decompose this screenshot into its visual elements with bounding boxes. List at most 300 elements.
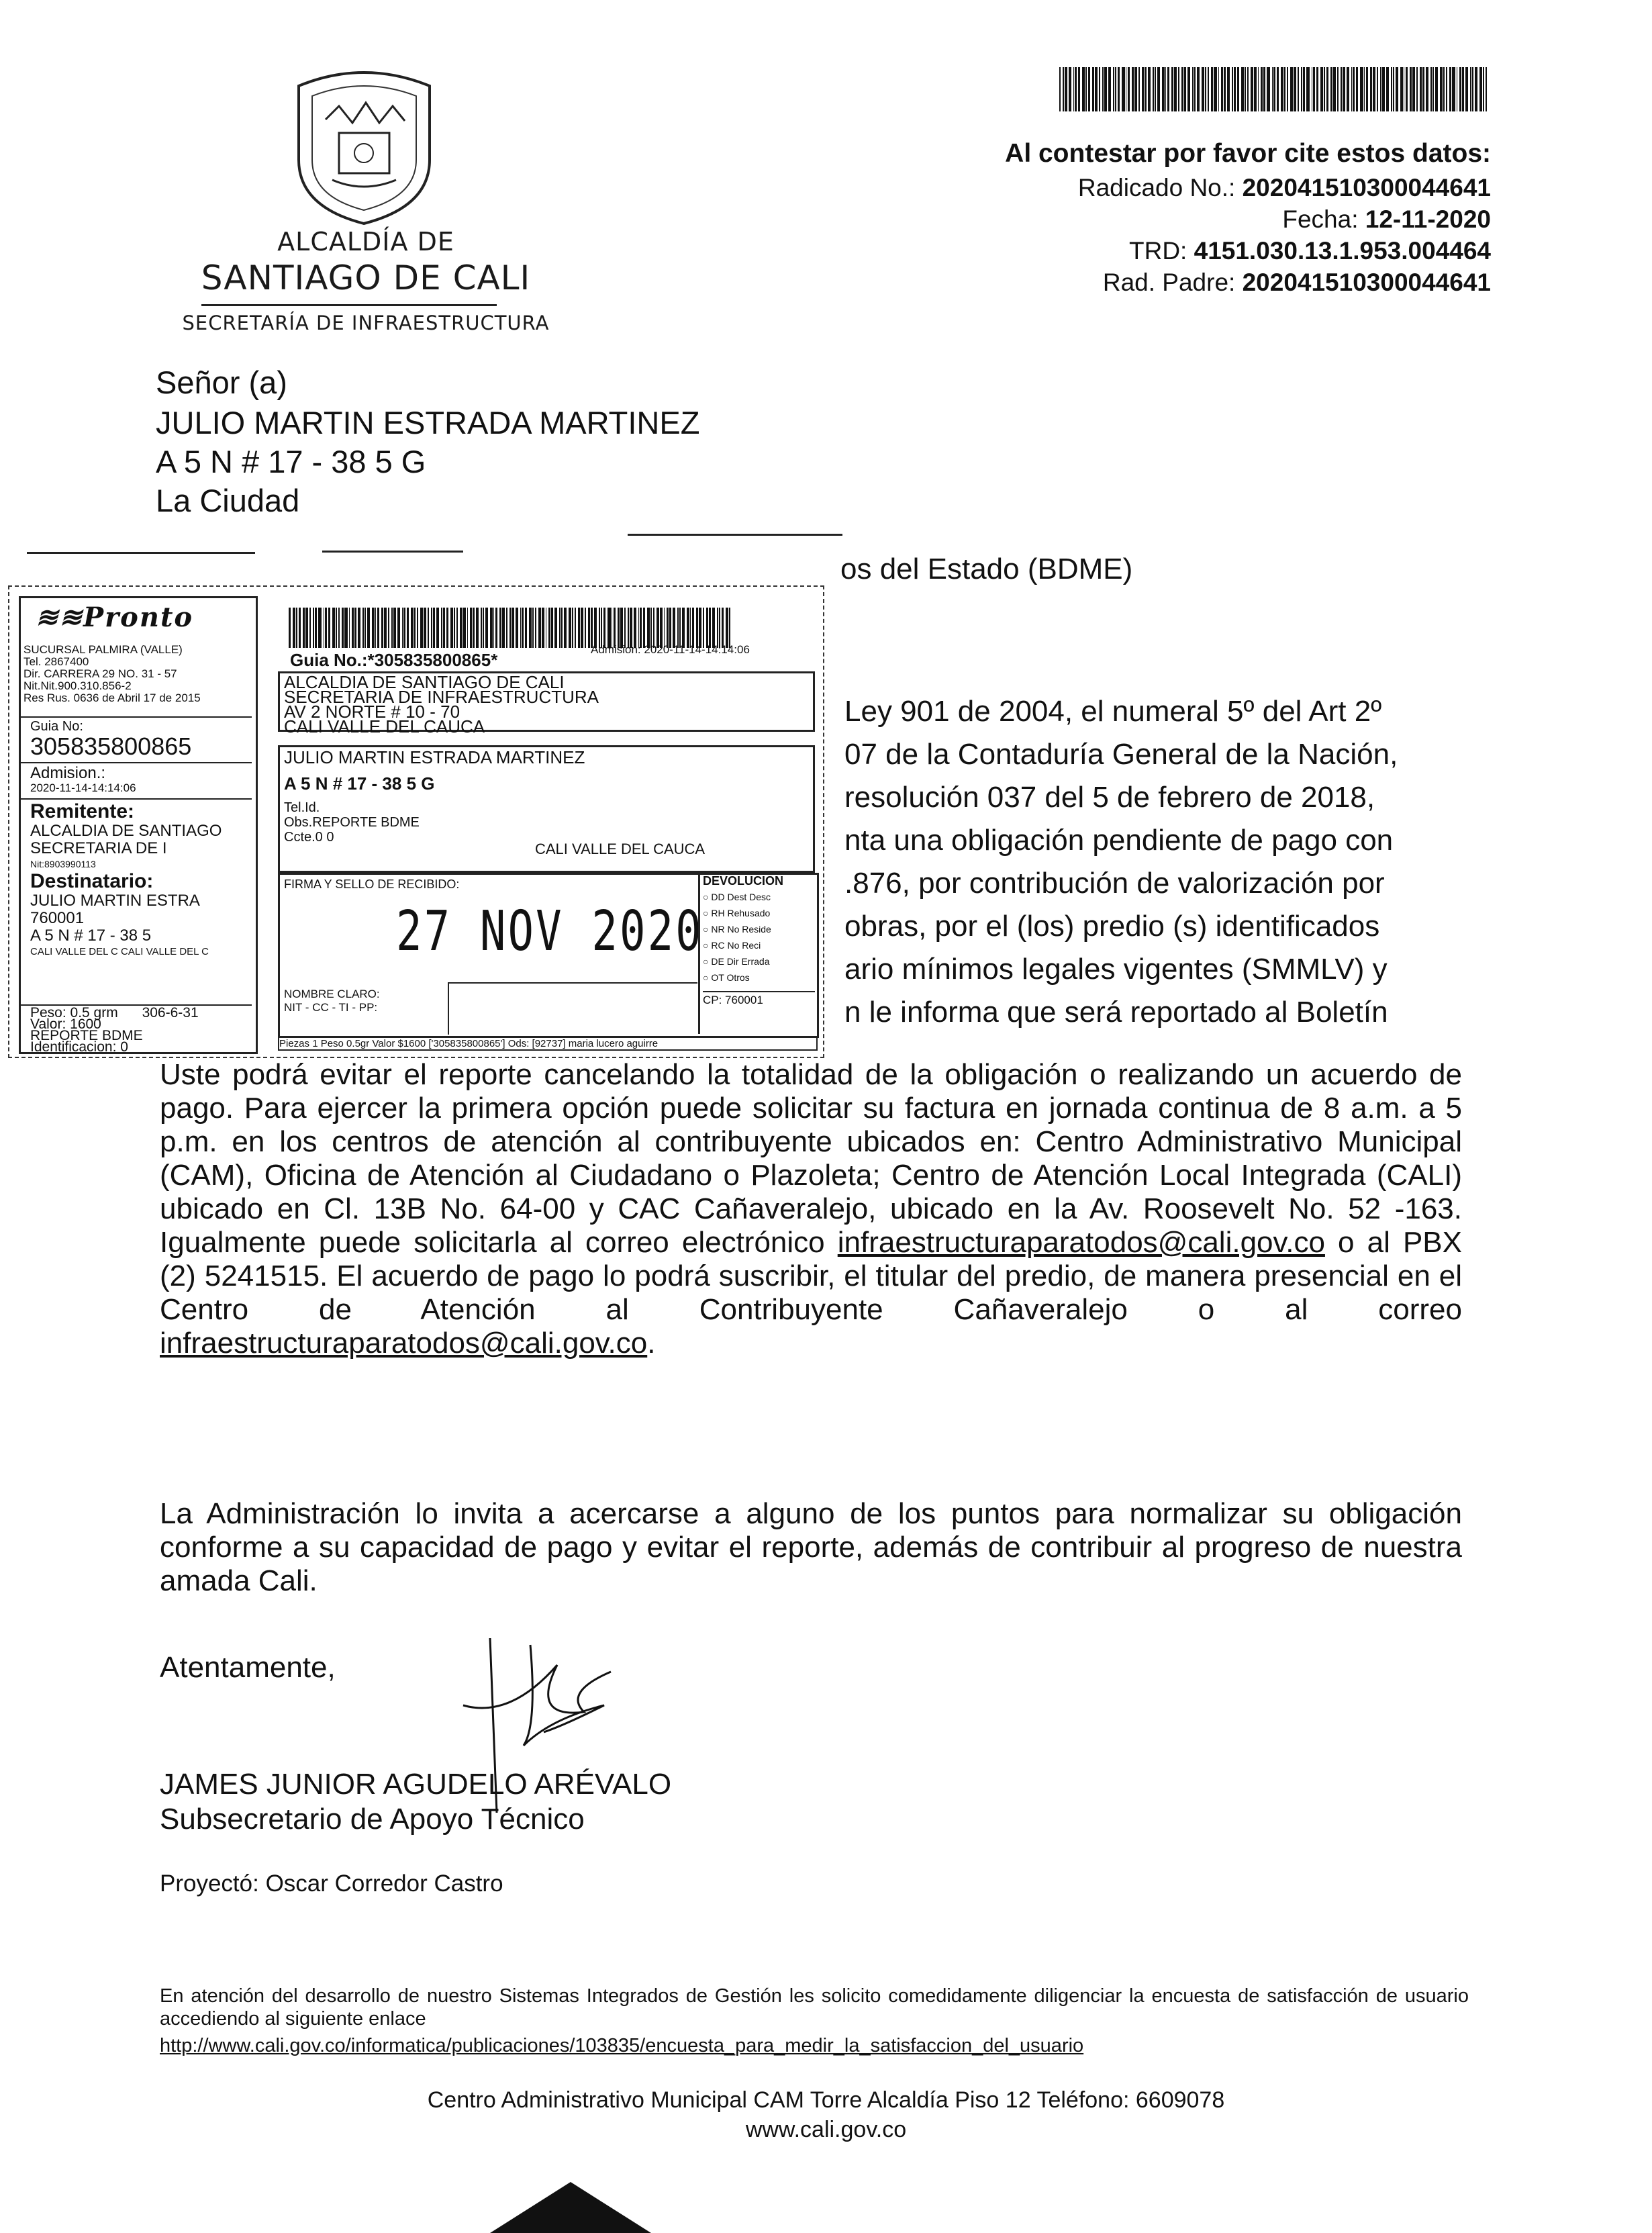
barcode-bar xyxy=(581,608,583,648)
barcode-bar xyxy=(706,608,708,648)
barcode-bar xyxy=(1251,67,1253,111)
barcode-bar xyxy=(643,608,645,648)
barcode-bar xyxy=(696,608,698,648)
barcode-bar xyxy=(1214,67,1216,111)
barcode-bar xyxy=(548,608,550,648)
scan-line xyxy=(27,552,255,554)
barcode-bar xyxy=(1281,67,1283,111)
barcode-bar xyxy=(551,608,553,648)
barcode-bar xyxy=(546,608,547,648)
email-link[interactable]: infraestructuraparatodos@cali.gov.co xyxy=(160,1327,648,1360)
text-fragment: nta una obligación pendiente de pago con xyxy=(844,824,1394,857)
sender-line: SECRETARIA DE INFRAESTRUCTURA xyxy=(284,687,599,707)
barcode-bar xyxy=(1412,67,1415,111)
barcode-bar xyxy=(1386,67,1389,111)
parties-cell xyxy=(21,800,252,1001)
barcode-bar xyxy=(495,608,497,648)
barcode-bar xyxy=(1059,67,1061,111)
survey-notice: En atención del desarrollo de nuestro Sistemas Integrados de Gestión les solicito comedidamente diligenciar la encuesta de satisfacción de usuario accediendo al siguiente enlace xyxy=(160,1985,1469,2030)
closing: Atentamente, xyxy=(160,1651,336,1684)
barcode-bar xyxy=(650,608,652,648)
barcode-bar xyxy=(443,608,444,648)
barcode-bar xyxy=(653,608,654,648)
barcode-bar xyxy=(554,608,557,648)
barcode-bar xyxy=(1360,67,1363,111)
barcode-bar xyxy=(397,608,400,648)
barcode-bar xyxy=(1192,67,1194,111)
fecha-line: Fecha: 12-11-2020 xyxy=(1282,205,1491,233)
barcode-bar xyxy=(687,608,689,648)
salutation: Señor (a) xyxy=(156,365,287,400)
org-department: SECRETARÍA DE INFRAESTRUCTURA xyxy=(182,312,550,334)
destinatario-line: CALI VALLE DEL C CALI VALLE DEL C xyxy=(30,946,209,957)
barcode-bar xyxy=(1082,67,1085,111)
label-sucursal: SUCURSAL PALMIRA (VALLE) xyxy=(23,643,183,656)
barcode-bar xyxy=(1313,67,1315,111)
barcode-bar xyxy=(313,608,314,648)
dev-option: ○ OT Otros xyxy=(703,972,750,983)
barcode-bar xyxy=(677,608,679,648)
barcode-bar xyxy=(1138,67,1140,111)
nit-cc-label: NIT - CC - TI - PP: xyxy=(284,1001,378,1014)
barcode-bar xyxy=(1178,67,1179,111)
barcode-bar xyxy=(682,608,684,648)
body-text: o al PBX (2) 5241515. El acuerdo de pago lo podrá suscribir, el titular del predio, de manera presencial en el Centro de Atención al Contribuyente Cañaveralejo o al correo xyxy=(160,1226,1462,1326)
barcode-bar xyxy=(342,608,344,648)
barcode-bar xyxy=(575,608,576,648)
signer-title: Subsecretario de Apoyo Técnico xyxy=(160,1803,585,1836)
barcode-bar xyxy=(1298,67,1299,111)
barcode-bar xyxy=(1373,67,1375,111)
barcode-bar xyxy=(1104,67,1106,111)
barcode-bar xyxy=(520,608,522,648)
barcode-bar xyxy=(303,608,305,648)
barcode-bar xyxy=(1221,67,1223,111)
barcode-bar xyxy=(1432,67,1435,111)
barcode-bar xyxy=(1475,67,1477,111)
barcode-bar xyxy=(634,608,636,648)
barcode-bar xyxy=(509,608,511,648)
barcode-bar xyxy=(1194,67,1196,111)
barcode-bar xyxy=(603,608,605,648)
barcode-bar xyxy=(1118,67,1120,111)
body-paragraph-1 xyxy=(160,1058,1462,1360)
barcode-bar xyxy=(381,608,383,648)
admision-label: Admision.: xyxy=(30,764,106,782)
barcode-bar xyxy=(1267,67,1269,111)
barcode-bar xyxy=(1184,67,1186,111)
barcode-bar xyxy=(535,608,536,648)
barcode-bar xyxy=(1092,67,1094,111)
barcode-bar xyxy=(1115,67,1117,111)
barcode-bar xyxy=(1290,67,1292,111)
label-dir: Dir. CARRERA 29 NO. 31 - 57 xyxy=(23,667,177,680)
barcode-bar xyxy=(1113,67,1114,111)
org-name-line2: SANTIAGO DE CALI xyxy=(201,258,531,297)
barcode-bar xyxy=(717,608,718,648)
scan-line xyxy=(322,551,463,553)
barcode-bar xyxy=(1410,67,1412,111)
barcode-bar xyxy=(1224,67,1226,111)
barcode-bar xyxy=(1134,67,1137,111)
barcode-bar xyxy=(305,608,308,648)
barcode-bar xyxy=(1232,67,1233,111)
label-guia-full: Guia No.:*305835800865* xyxy=(290,650,498,670)
dev-option: ○ DD Dest Desc xyxy=(703,892,771,902)
barcode-bar xyxy=(1167,67,1169,111)
barcode-bar xyxy=(1208,67,1210,111)
barcode-bar xyxy=(1351,67,1353,111)
barcode-bar xyxy=(512,608,514,648)
sender-box xyxy=(278,671,815,737)
barcode-bar xyxy=(1287,67,1289,111)
barcode-bar xyxy=(289,608,291,648)
text-fragment: obras, por el (los) predio (s) identificados xyxy=(844,910,1380,943)
barcode-bar xyxy=(436,608,439,648)
barcode-bar xyxy=(417,608,418,648)
barcode-bar xyxy=(1341,67,1343,111)
barcode-bar xyxy=(388,608,389,648)
text-fragment: Ley 901 de 2004, el numeral 5º del Art 2º xyxy=(844,695,1382,728)
barcode-bar xyxy=(525,608,527,648)
recipient-line: A 5 N # 17 - 38 5 G xyxy=(284,773,435,794)
nombre-label: NOMBRE CLARO: xyxy=(284,988,380,1000)
barcode-bar xyxy=(1202,67,1204,111)
label-pieces: Piezas 1 Peso 0.5gr Valor $1600 ['305835800865'] Ods: [92737] maria lucero aguirre xyxy=(278,1037,818,1051)
barcode-bar xyxy=(1457,67,1458,111)
barcode-bar xyxy=(1306,67,1309,111)
barcode-bar xyxy=(1366,67,1368,111)
barcode-bar xyxy=(1065,67,1067,111)
firma-label: FIRMA Y SELLO DE RECIBIDO: xyxy=(284,877,460,891)
barcode-bar xyxy=(384,608,387,648)
barcode-bar xyxy=(1088,67,1090,111)
rad-padre-line: Rad. Padre: 202041510300044641 xyxy=(1102,269,1491,296)
addressee-address: A 5 N # 17 - 38 5 G xyxy=(156,444,426,479)
barcode-bar xyxy=(1254,67,1257,111)
barcode-bar xyxy=(318,608,321,648)
barcode-bar xyxy=(431,608,432,648)
barcode-bar xyxy=(1303,67,1305,111)
survey-link[interactable]: http://www.cali.gov.co/informatica/publicaciones/103835/encuesta_para_medir_la_satisfaccion_del_usuario xyxy=(160,2035,1084,2056)
recipient-line: Obs.REPORTE BDME xyxy=(284,815,420,830)
email-link[interactable]: infraestructuraparatodos@cali.gov.co xyxy=(837,1226,1325,1259)
barcode-bar xyxy=(1396,67,1398,111)
barcode-bar xyxy=(1443,67,1445,111)
barcode-bar xyxy=(1440,67,1443,111)
barcode-bar xyxy=(588,608,589,648)
barcode-bar xyxy=(499,608,501,648)
barcode-bar xyxy=(1330,67,1332,111)
barcode-bar xyxy=(367,608,369,648)
barcode-bar xyxy=(1452,67,1455,111)
barcode-bar xyxy=(1245,67,1246,111)
barcode-bar xyxy=(338,608,340,648)
barcode-bar xyxy=(1153,67,1154,111)
barcode-bar xyxy=(709,608,711,648)
dev-option: ○ DE Dir Errada xyxy=(703,956,770,967)
barcode-bar xyxy=(608,608,610,648)
barcode-bar xyxy=(561,608,563,648)
barcode-bar xyxy=(456,608,458,648)
devolucion-title: DEVOLUCION xyxy=(703,874,784,888)
barcode-bar xyxy=(403,608,405,648)
courier-logo: ≋≋Pronto xyxy=(36,602,194,633)
barcode-bar xyxy=(1174,67,1177,111)
barcode-bar xyxy=(578,608,580,648)
text-fragment: ario mínimos legales vigentes (SMMLV) y xyxy=(844,953,1388,986)
barcode-bar xyxy=(1102,67,1104,111)
barcode-bar xyxy=(476,608,479,648)
barcode-bar xyxy=(1426,67,1428,111)
barcode-bar xyxy=(673,608,675,648)
barcode-bar xyxy=(569,608,571,648)
label-barcode xyxy=(289,608,732,648)
barcode-bar xyxy=(433,608,435,648)
barcode-bar xyxy=(1446,67,1448,111)
barcode-bar xyxy=(1465,67,1468,111)
barcode-bar xyxy=(1187,67,1190,111)
recipient-line: JULIO MARTIN ESTRADA MARTINEZ xyxy=(284,747,585,767)
barcode-bar xyxy=(441,608,442,648)
received-date-stamp: 27 NOV 2020 xyxy=(396,900,703,963)
document-barcode xyxy=(1059,67,1489,111)
subject-fragment: os del Estado (BDME) xyxy=(840,553,1133,585)
barcode-bar xyxy=(1128,67,1130,111)
barcode-bar xyxy=(712,608,715,648)
barcode-bar xyxy=(599,608,600,648)
barcode-bar xyxy=(481,608,482,648)
barcode-bar xyxy=(1393,67,1395,111)
barcode-bar xyxy=(309,608,311,648)
barcode-bar xyxy=(1205,67,1206,111)
admision-value: 2020-11-14-14:14:06 xyxy=(30,781,136,794)
addressee-city: La Ciudad xyxy=(156,483,300,518)
barcode-bar xyxy=(315,608,317,648)
barcode-bar xyxy=(1108,67,1111,111)
destinatario-line: 760001 xyxy=(30,909,85,927)
sender-line: ALCALDIA DE SANTIAGO DE CALI xyxy=(284,672,565,692)
body-text: . xyxy=(647,1327,656,1360)
barcode-bar xyxy=(1073,67,1075,111)
barcode-bar xyxy=(1479,67,1482,111)
destinatario-line: JULIO MARTIN ESTRA xyxy=(30,892,200,910)
barcode-bar xyxy=(1301,67,1303,111)
barcode-bar xyxy=(1155,67,1157,111)
valor: Valor: 1600 xyxy=(30,1016,101,1032)
org-divider xyxy=(201,304,497,306)
barcode-bar xyxy=(690,608,691,648)
text-fragment: resolución 037 del 5 de febrero de 2018, xyxy=(844,781,1375,814)
courier-info xyxy=(21,598,252,718)
barcode-bar xyxy=(1148,67,1151,111)
barcode-bar xyxy=(703,608,704,648)
barcode-bar xyxy=(506,608,507,648)
barcode-bar xyxy=(1122,67,1124,111)
barcode-bar xyxy=(454,608,455,648)
barcode-bar xyxy=(1263,67,1265,111)
barcode-bar xyxy=(1377,67,1378,111)
barcode-bar xyxy=(467,608,469,648)
barcode-bar xyxy=(1234,67,1236,111)
label-admision-full: Admision: 2020-11-14-14:14:06 xyxy=(591,643,750,656)
text-fragment: 07 de la Contaduría General de la Nación, xyxy=(844,738,1398,771)
barcode-bar xyxy=(722,608,724,648)
barcode-bar xyxy=(612,608,613,648)
barcode-bar xyxy=(729,608,730,648)
barcode-bar xyxy=(660,608,663,648)
barcode-bar xyxy=(529,608,532,648)
barcode-bar xyxy=(1237,67,1239,111)
org-name-line1: ALCALDÍA DE xyxy=(277,227,454,256)
barcode-bar xyxy=(624,608,626,648)
footer-address: Centro Administrativo Municipal CAM Torre Alcaldía Piso 12 Teléfono: 6609078 xyxy=(427,2087,1225,2113)
barcode-bar xyxy=(601,608,602,648)
remitente-label: Remitente: xyxy=(30,800,135,822)
barcode-bar xyxy=(352,608,353,648)
barcode-bar xyxy=(1353,67,1355,111)
remitente-line: ALCALDIA DE SANTIAGO xyxy=(30,822,222,840)
barcode-bar xyxy=(591,608,593,648)
trd-line: TRD: 4151.030.13.1.953.004464 xyxy=(1129,237,1491,265)
recipient-city: CALI VALLE DEL CAUCA xyxy=(535,841,706,857)
signer-name: JAMES JUNIOR AGUDELO ARÉVALO xyxy=(160,1768,672,1801)
barcode-bar xyxy=(1364,67,1365,111)
barcode-bar xyxy=(420,608,422,648)
barcode-bar xyxy=(538,608,540,648)
barcode-bar xyxy=(1462,67,1464,111)
label-left-panel xyxy=(19,596,258,1054)
barcode-bar xyxy=(1449,67,1451,111)
barcode-bar xyxy=(365,608,366,648)
barcode-bar xyxy=(1380,67,1382,111)
dev-option: ○ NR No Reside xyxy=(703,924,771,935)
footer-website: www.cali.gov.co xyxy=(745,2117,907,2142)
guia-cell xyxy=(21,718,252,763)
barcode-bar xyxy=(393,608,395,648)
barcode-bar xyxy=(446,608,448,648)
barcode-bar xyxy=(618,608,620,648)
barcode-bar xyxy=(354,608,356,648)
barcode-bar xyxy=(391,608,393,648)
barcode-bar xyxy=(1273,67,1275,111)
barcode-bar xyxy=(516,608,518,648)
guia-number: 305835800865 xyxy=(30,732,192,760)
barcode-bar xyxy=(372,608,375,648)
barcode-bar xyxy=(1069,67,1071,111)
barcode-bar xyxy=(349,608,350,648)
remitente-nit: Nit:8903990113 xyxy=(30,859,96,869)
barcode-bar xyxy=(325,608,326,648)
barcode-bar xyxy=(1165,67,1167,111)
cp-value: CP: 760001 xyxy=(703,991,815,1008)
barcode-bar xyxy=(411,608,414,648)
barcode-bar xyxy=(564,608,566,648)
barcode-bar xyxy=(1430,67,1432,111)
sender-line: CALI VALLE DEL CAUCA xyxy=(284,716,485,737)
barcode-bar xyxy=(640,608,641,648)
barcode-bar xyxy=(1370,67,1372,111)
barcode-bar xyxy=(1284,67,1285,111)
barcode-bar xyxy=(1078,67,1080,111)
barcode-bar xyxy=(669,608,671,648)
barcode-bar xyxy=(428,608,429,648)
barcode-bar xyxy=(377,608,379,648)
barcode-bar xyxy=(647,608,650,648)
radicado-line: Radicado No.: 202041510300044641 xyxy=(1077,174,1491,201)
date-fields xyxy=(448,982,697,1035)
barcode-bar xyxy=(1261,67,1263,111)
barcode-bar xyxy=(1391,67,1392,111)
barcode-bar xyxy=(1181,67,1183,111)
barcode-bar xyxy=(620,608,623,648)
barcode-bar xyxy=(296,608,297,648)
sender-line: AV 2 NORTE # 10 - 70 xyxy=(284,702,460,722)
guia-label: Guia No: xyxy=(30,719,83,734)
body-paragraph-2: La Administración lo invita a acercarse a alguno de los puntos para normalizar su obligación conforme a su capacidad de pago y evitar el reporte, además de contribuir al progreso de nuestra amada Cali. xyxy=(160,1497,1462,1597)
addressee-name: JULIO MARTIN ESTRADA MARTINEZ xyxy=(156,405,700,440)
barcode-bar xyxy=(719,608,720,648)
barcode-bar xyxy=(293,608,295,648)
barcode-bar xyxy=(473,608,475,648)
barcode-bar xyxy=(1142,67,1144,111)
barcode-bar xyxy=(414,608,416,648)
barcode-bar xyxy=(362,608,364,648)
barcode-bar xyxy=(1420,67,1422,111)
recipient-line: Ccte.0 0 xyxy=(284,830,334,845)
text-fragment: .876, por contribución de valorización por xyxy=(844,867,1385,900)
barcode-bar xyxy=(493,608,495,648)
barcode-bar xyxy=(450,608,453,648)
scan-line xyxy=(628,534,842,536)
barcode-bar xyxy=(1218,67,1220,111)
barcode-bar xyxy=(1171,67,1173,111)
barcode-bar xyxy=(375,608,377,648)
barcode-bar xyxy=(1416,67,1418,111)
barcode-bar xyxy=(726,608,728,648)
barcode-bar xyxy=(470,608,471,648)
barcode-bar xyxy=(614,608,615,648)
destinatario-label: Destinatario: xyxy=(30,870,154,892)
barcode-bar xyxy=(332,608,335,648)
barcode-bar xyxy=(1132,67,1134,111)
barcode-bar xyxy=(1343,67,1345,111)
barcode-bar xyxy=(299,608,300,648)
barcode-bar xyxy=(407,608,409,648)
barcode-bar xyxy=(1085,67,1087,111)
text-fragment: n le informa que será reportado al Boletín xyxy=(844,996,1388,1029)
barcode-bar xyxy=(1472,67,1474,111)
barcode-bar xyxy=(572,608,573,648)
barcode-bar xyxy=(638,608,640,648)
barcode-bar xyxy=(628,608,629,648)
peso-cell xyxy=(21,1004,252,1055)
peso: Peso: 0.5 grm xyxy=(30,1005,118,1020)
barcode-bar xyxy=(1162,67,1165,111)
barcode-bar xyxy=(1483,67,1484,111)
barcode-bar xyxy=(664,608,665,648)
barcode-bar xyxy=(630,608,632,648)
barcode-bar xyxy=(594,608,597,648)
recipient-box xyxy=(278,745,815,873)
barcode-bar xyxy=(1157,67,1159,111)
barcode-bar xyxy=(328,608,330,648)
barcode-bar xyxy=(1470,67,1471,111)
barcode-bar xyxy=(402,608,403,648)
barcode-bar xyxy=(1347,67,1349,111)
barcode-bar xyxy=(1277,67,1279,111)
barcode-bar xyxy=(1063,67,1065,111)
